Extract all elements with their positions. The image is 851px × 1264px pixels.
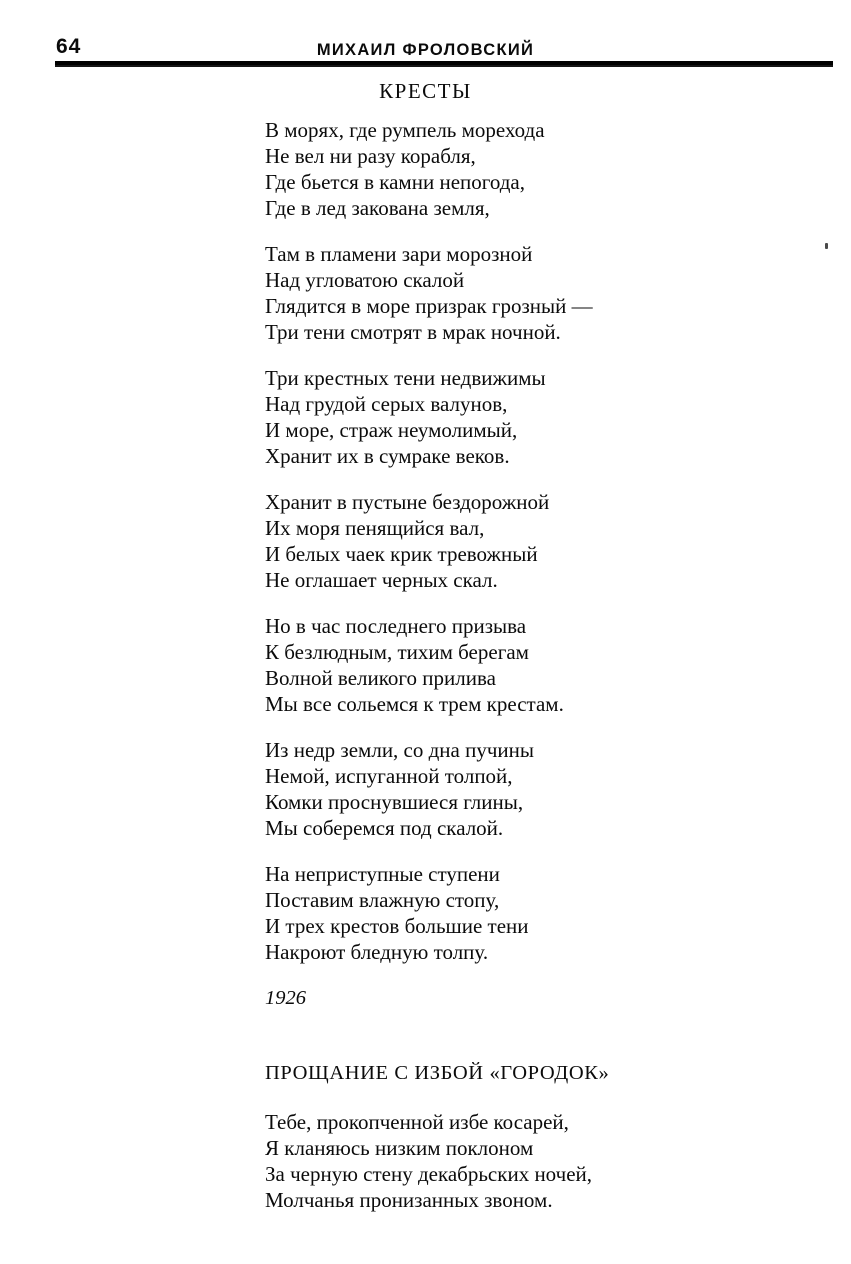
poem-title-proshchanie: ПРОЩАНИЕ С ИЗБОЙ «ГОРОДОК» [265, 1062, 610, 1084]
poem-line: Не оглашает черных скал. [265, 568, 498, 592]
poem-line: Из недр земли, со дна пучины [265, 738, 535, 762]
poem-line: Но в час последнего призыва [265, 614, 527, 638]
poem-line: Комки проснувшиеся глины, [265, 790, 524, 814]
poem1-stanza-7 [265, 861, 785, 965]
poem-line: За черную стену декабрьских ночей, [265, 1162, 593, 1186]
poem-line: Молчанья пронизанных звоном. [265, 1188, 553, 1212]
poem-line: Хранит их в сумраке веков. [265, 444, 510, 468]
poem-line: Хранит в пустыне бездорожной [265, 490, 550, 514]
poem-title-kresty: КРЕСТЫ [379, 79, 472, 103]
poem-line: Над грудой серых валунов, [265, 392, 508, 416]
poem2-stanza-1 [265, 1109, 785, 1213]
poem-line: Мы все сольемся к трем крестам. [265, 692, 564, 716]
poem-line: Где бьется в камни непогода, [265, 170, 525, 194]
poem1-stanza-1 [265, 117, 785, 221]
poem-line: И трех крестов большие тени [265, 914, 529, 938]
header-rule [55, 61, 833, 67]
poem-line: И белых чаек крик тревожный [265, 542, 538, 566]
poem-line: К безлюдным, тихим берегам [265, 640, 529, 664]
poem-line: На неприступные ступени [265, 862, 500, 886]
poem1-date: 1926 [265, 987, 306, 1009]
poem-line: Три тени смотрят в мрак ночной. [265, 320, 561, 344]
poem-line: Над угловатою скалой [265, 268, 465, 292]
page-number: 64 [56, 35, 82, 58]
poem1-stanza-4 [265, 489, 785, 593]
poem-line: Я кланяюсь низким поклоном [265, 1136, 534, 1160]
poem1-stanza-6 [265, 737, 785, 841]
poem-line: Немой, испуганной толпой, [265, 764, 513, 788]
poem-line: Глядится в море призрак грозный — [265, 294, 593, 318]
running-head-author: МИХАИЛ ФРОЛОВСКИЙ [316, 41, 535, 59]
poem-line: Не вел ни разу корабля, [265, 144, 476, 168]
poem-line: В морях, где румпель морехода [265, 118, 545, 142]
poem-line: Три крестных тени недвижимы [265, 366, 546, 390]
poem-line: Поставим влажную стопу, [265, 888, 500, 912]
poem-line: Их моря пенящийся вал, [265, 516, 485, 540]
poem1-stanza-2 [265, 241, 785, 345]
poem-line: Тебе, прокопченной избе косарей, [265, 1110, 569, 1134]
poem-line: Там в пламени зари морозной [265, 242, 533, 266]
poem-line: Мы соберемся под скалой. [265, 816, 504, 840]
scan-speck-artifact [825, 243, 828, 249]
poem-line: Волной великого прилива [265, 666, 496, 690]
poem-line: Накроют бледную толпу. [265, 940, 489, 964]
page-text-block [265, 117, 785, 1233]
poem-line: Где в лед закована земля, [265, 196, 490, 220]
poem1-stanza-3 [265, 365, 785, 469]
poem1-stanza-5 [265, 613, 785, 717]
poem-line: И море, страж неумолимый, [265, 418, 518, 442]
